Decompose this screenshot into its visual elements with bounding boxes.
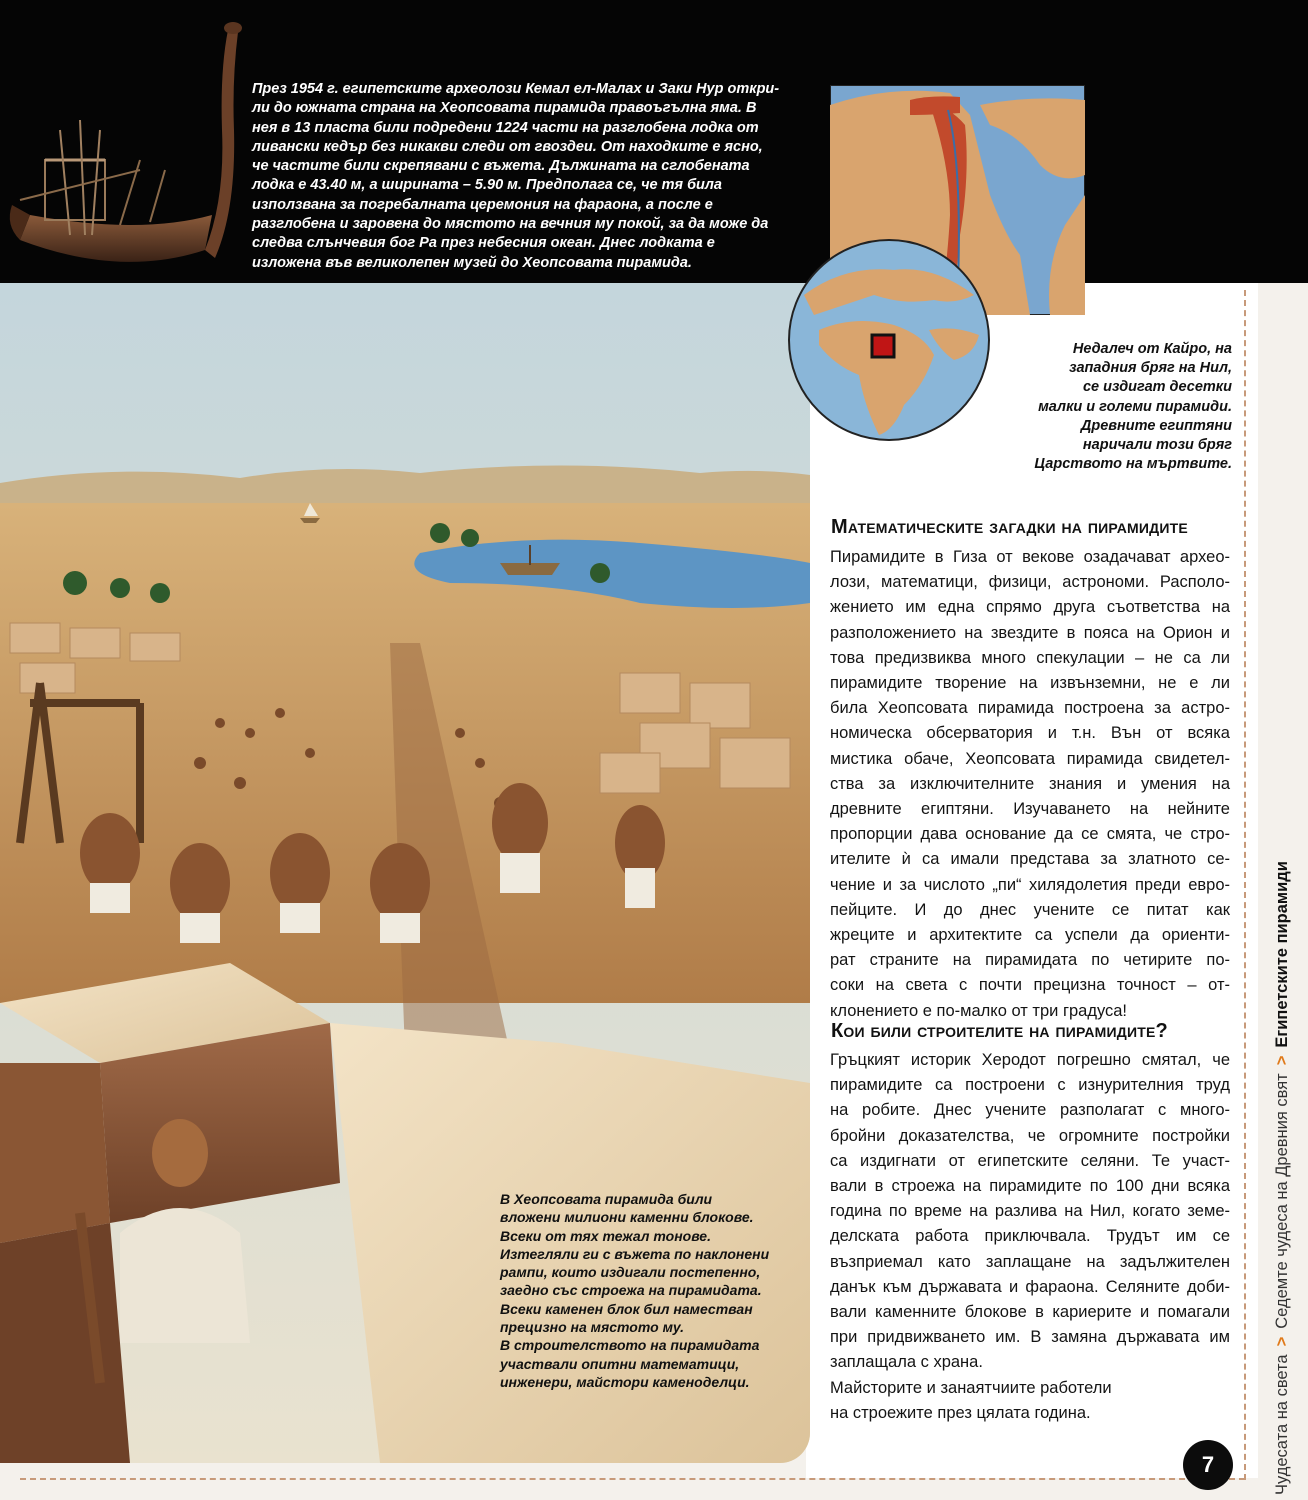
- caption-line: заедно със строежа на пирамидата.: [500, 1282, 762, 1299]
- body-line: възприемал като заплащане на задължителен: [830, 1252, 1230, 1271]
- caption-line: вложени милиони каменни блокове.: [500, 1209, 754, 1226]
- section-body-builders: [830, 1048, 1230, 1426]
- caption-line: участвали опитни математици,: [500, 1355, 740, 1372]
- breadcrumb-separator-icon: >: [1272, 1336, 1291, 1347]
- body-line: чение и за числото „пи“ хилядолетия преди евро-: [830, 875, 1230, 894]
- caption-line: В Хеопсовата пирамида били: [500, 1191, 713, 1207]
- section-heading-math: Математическите загадки на пирамидите: [831, 516, 1188, 538]
- body-line: Пирамидите в Гиза от векове озадачават архео-: [830, 548, 1230, 566]
- body-line: делската работа приключвала. Трудът им се: [830, 1227, 1230, 1246]
- breadcrumb-item: Седемте чудеса на Древния свят: [1272, 1073, 1291, 1329]
- solar-boat-caption: През 1954 г. египетските археолози Кемал ел-Малах и Заки Нур открили до южната страна на Хеопсовата пирамида правоъгълна яма. В нея в 13 пласта били подредени 1224 части на разглобена лодка от ливански кедър без никакви следи от гвоздеи. От находките е ясно, че частите били скрепявани с въжета. Дължината на сглобената лодка е 43.40 м, а ширината – 5.90 м. Предполага се, че тя била използвана за погребалната церемония на фараона, а после е разглобена и заровена до мястото на вечния му покой, за да може да следва слънчевия бог Ра през небесния океан. Днес лодката е изложена във великолепен музей до Хеопсовата пирамида.: [252, 81, 780, 271]
- body-line: на робите. Днес учените разполагат с много-: [830, 1101, 1230, 1120]
- body-line: била Хеопсовата пирамида построена за астро-: [830, 699, 1230, 718]
- breadcrumb-separator-icon: >: [1272, 1055, 1291, 1066]
- map-caption-line: наричали този бряг: [1082, 437, 1232, 454]
- map-caption-line: западния бряг на Нил,: [1069, 360, 1232, 377]
- body-line: жението им една спрямо друга съответства на: [830, 598, 1230, 617]
- caption-line: Всеки от тях тежал тонове.: [500, 1227, 711, 1244]
- body-line: пропорции дава основание да се смята, че стро-: [830, 825, 1230, 844]
- body-line: това предизвиква много спекулации – не са ли: [830, 648, 1230, 667]
- body-line: пейците. И до днес учените се питат как: [830, 900, 1230, 919]
- caption-line: рампи, които издигали постепенно,: [500, 1264, 761, 1281]
- body-line: са издигнати от египетските селяни. Те участ-: [830, 1151, 1230, 1170]
- caption-line: Всеки каменен блок бил наместван: [500, 1300, 753, 1317]
- breadcrumb-current: Египетските пирамиди: [1272, 861, 1291, 1048]
- dashed-border-right: [1244, 290, 1246, 1480]
- caption-line: Изтегляли ги с въжета по наклонени: [500, 1245, 770, 1262]
- body-line: клонението е по-малко от три градуса!: [830, 1001, 1128, 1020]
- page-number: 7: [1183, 1440, 1233, 1490]
- body-line: рат страните на пирамидата по четирите по-: [830, 951, 1230, 970]
- solar-boat-illustration: [0, 10, 250, 280]
- body-line: древните египтяни. Изучаването на нейните: [830, 800, 1230, 819]
- body-line: бройни доказателства, че огромните постройки: [830, 1126, 1230, 1145]
- body-line: пирамидите са построени с изнурителния труд: [830, 1076, 1230, 1095]
- body-line: вали каменните блокове в кариерите и помагали: [830, 1303, 1230, 1322]
- caption-line: инженери, майстори каменоделци.: [500, 1373, 750, 1390]
- map-caption-line: малки и големи пирамиди.: [1038, 398, 1232, 415]
- body-line: на строежите през цялата година.: [830, 1403, 1091, 1422]
- map-caption-line: Древните египтяни: [1080, 417, 1232, 434]
- caption-line: прецизно на мястото му.: [500, 1319, 685, 1336]
- body-line: пирамидите творение на извънземни, не е ли: [830, 674, 1230, 693]
- body-line: номическа обсерватория и т.н. Вън от всяка: [830, 724, 1230, 743]
- map-caption: [1002, 340, 1232, 474]
- body-line: жреците и архитектите са успели да ориенти-: [830, 926, 1230, 945]
- body-line: данък към държавата и фараона. Селяните доби-: [830, 1277, 1230, 1296]
- section-heading-builders: Кои били строителите на пирамидите?: [831, 1020, 1168, 1042]
- map-caption-line: Царството на мъртвите.: [1034, 456, 1232, 473]
- body-line: ителите ѝ са имали представа за златното се-: [830, 850, 1230, 869]
- body-line: мистика обаче, Хеопсовата пирамида свидетел-: [830, 749, 1230, 768]
- construction-caption: [500, 1190, 775, 1391]
- map-caption-line: Недалеч от Кайро, на: [1072, 341, 1232, 357]
- body-line: вали в строежа на пирамидите по 100 дни всяка: [830, 1177, 1230, 1196]
- africa-globe: [784, 235, 994, 445]
- section-body-math: [830, 545, 1230, 1024]
- breadcrumb: [1264, 735, 1300, 1495]
- body-line: разположението на звездите в пояса на Орион и: [830, 623, 1230, 642]
- caption-line: В строителството на пирамидата: [500, 1337, 760, 1354]
- body-line: година по време на разлива на Нил, когато земе-: [830, 1202, 1230, 1221]
- body-line: заплащала с храна.: [830, 1353, 983, 1372]
- body-line: соки на света с почти прецизна точност – от-: [830, 976, 1230, 995]
- body-line: лози, математици, физици, астрономи. Располо-: [830, 573, 1230, 592]
- body-line: ства за изключителните знания и умения на: [830, 774, 1230, 793]
- body-line: Майсторите и занаятчиите работели: [830, 1378, 1112, 1397]
- breadcrumb-item: Чудесата на света: [1272, 1354, 1291, 1495]
- body-line: Гръцкият историк Херодот погрешно смятал, че: [830, 1051, 1230, 1069]
- map-caption-line: се издигат десетки: [1082, 379, 1232, 396]
- body-line: при придвижването им. В замяна държавата им: [830, 1328, 1230, 1347]
- dashed-border-bottom: [20, 1478, 1245, 1480]
